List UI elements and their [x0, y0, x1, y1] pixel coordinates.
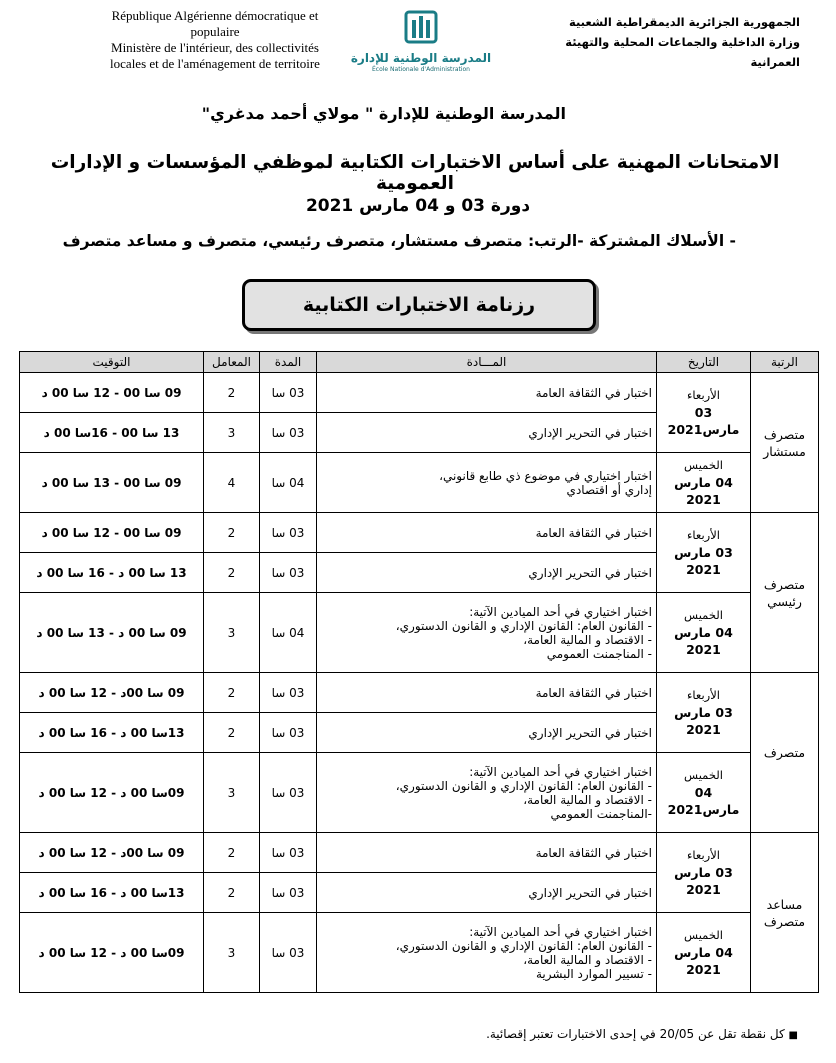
grade-cell: متصرف — [751, 673, 819, 833]
grade-cell: مساعد متصرف — [751, 833, 819, 993]
grade-cell: متصرف رئيسي — [751, 513, 819, 673]
logo-text: المدرسة الوطنية للإدارة — [350, 51, 492, 65]
time-cell: 13 سا 00 - 16سا 00 د — [20, 413, 204, 453]
subject-line: اختبار في الثقافة العامة — [535, 685, 652, 700]
coef-cell: 3 — [204, 753, 260, 833]
subject-cell — [317, 873, 657, 913]
footnote-text: كل نقطة تقل عن 20/05 في إحدى الاختبارات تعتبر إقصائية. — [486, 1027, 785, 1041]
subject-line: - تسيير الموارد البشرية — [536, 966, 652, 981]
day-name: الخميس — [684, 928, 723, 942]
exam-date: 04 مارس 2021 — [674, 625, 733, 657]
subject-line: - الاقتصاد و المالية العامة، — [523, 632, 652, 647]
day-name: الخميس — [684, 608, 723, 622]
day-name: الأربعاء — [687, 528, 720, 542]
day-name: الخميس — [684, 768, 723, 782]
time-cell: 13سا 00 د - 16 سا 00 د — [20, 873, 204, 913]
day-name: الأربعاء — [687, 688, 720, 702]
time-cell: 09 سا 00 - 12 سا 00 د — [20, 513, 204, 553]
header-french-line: locales et de l'aménagement de territoire — [110, 56, 320, 71]
coef-cell: 2 — [204, 513, 260, 553]
date-cell — [657, 673, 751, 753]
header-subject: المـــادة — [317, 352, 657, 373]
table-header-row — [20, 352, 819, 373]
session-dates: دورة 03 و 04 مارس 2021 — [305, 196, 531, 216]
subject-line: - المناجمنت العمومي — [546, 646, 652, 661]
exam-date: 03 مارس 2021 — [674, 705, 733, 737]
subject-line: اختبار في الثقافة العامة — [535, 845, 652, 860]
time-cell: 09 سا 00 - 12 سا 00 د — [20, 373, 204, 413]
subject-line: اختبار في الثقافة العامة — [535, 385, 652, 400]
header-french — [90, 8, 340, 72]
coef-cell: 2 — [204, 873, 260, 913]
subject-line: - الاقتصاد و المالية العامة، — [523, 792, 652, 807]
table-row — [20, 453, 819, 513]
subject-line: اختبار اختياري في أحد الميادين الآتية: — [469, 764, 652, 779]
duration-cell: 03 سا — [260, 373, 317, 413]
subject-line: - القانون العام: القانون الإداري و القانون الدستوري، — [395, 778, 652, 793]
date-cell — [657, 373, 751, 453]
exam-date: 03 مارس2021 — [667, 405, 740, 437]
exam-date: 04 مارس 2021 — [674, 475, 733, 507]
subject-cell — [317, 673, 657, 713]
calendar-title: رزنامة الاختبارات الكتابية — [302, 294, 536, 316]
coef-cell: 2 — [204, 713, 260, 753]
footnote — [486, 1027, 798, 1041]
date-cell — [657, 753, 751, 833]
subject-line: اختبار في التحرير الإداري — [528, 425, 652, 440]
coef-cell: 3 — [204, 913, 260, 993]
duration-cell: 03 سا — [260, 913, 317, 993]
header-coef: المعامل — [204, 352, 260, 373]
subject-line: - القانون العام: القانون الإداري و القانون الدستوري، — [395, 938, 652, 953]
table-row — [20, 753, 819, 833]
time-cell: 13 سا 00 د - 16 سا 00 د — [20, 553, 204, 593]
coef-cell: 2 — [204, 553, 260, 593]
coef-cell: 3 — [204, 593, 260, 673]
logo-caption: École Nationale d'Administration — [372, 66, 470, 73]
grade-cell: متصرف مستشار — [751, 373, 819, 513]
subject-line: اختبار اختياري في موضوع ذي طابع قانوني، — [439, 468, 652, 483]
duration-cell: 03 سا — [260, 713, 317, 753]
day-name: الأربعاء — [687, 848, 720, 862]
time-cell: 09سا 00 د - 12 سا 00 د — [20, 753, 204, 833]
header-arabic — [560, 12, 800, 72]
coef-cell: 3 — [204, 413, 260, 453]
subject-cell — [317, 713, 657, 753]
coef-cell: 2 — [204, 833, 260, 873]
table-row — [20, 833, 819, 873]
header-duration: المدة — [260, 352, 317, 373]
subject-line: اختبار اختياري في أحد الميادين الآتية: — [469, 604, 652, 619]
day-name: الخميس — [684, 458, 723, 472]
date-cell — [657, 913, 751, 993]
coef-cell: 2 — [204, 673, 260, 713]
exam-date: 03 مارس 2021 — [674, 545, 733, 577]
subject-line: إداري أو اقتصادي — [566, 482, 652, 497]
duration-cell: 03 سا — [260, 753, 317, 833]
duration-cell: 03 سا — [260, 673, 317, 713]
duration-cell: 03 سا — [260, 873, 317, 913]
subject-line: اختبار في التحرير الإداري — [528, 725, 652, 740]
subject-cell — [317, 833, 657, 873]
table-row — [20, 673, 819, 713]
exam-schedule-table — [19, 351, 819, 993]
date-cell — [657, 513, 751, 593]
exam-date: 04 مارس2021 — [667, 785, 740, 817]
duration-cell: 03 سا — [260, 413, 317, 453]
time-cell: 09 سا 00 د - 13 سا 00 د — [20, 593, 204, 673]
time-cell: 09 سا 00د - 12 سا 00 د — [20, 673, 204, 713]
header-french-line: populaire — [190, 24, 240, 39]
calendar-title-box — [242, 279, 596, 331]
header-grade: الرتبة — [751, 352, 819, 373]
header-french-line: République Algérienne démocratique et — [111, 8, 319, 23]
subject-cell — [317, 453, 657, 513]
date-cell — [657, 593, 751, 673]
duration-cell: 03 سا — [260, 553, 317, 593]
duration-cell: 03 سا — [260, 833, 317, 873]
subject-line: - القانون العام: القانون الإداري و القانون الدستوري، — [395, 618, 652, 633]
subject-cell — [317, 553, 657, 593]
subject-line: -المناجمنت العمومي — [550, 806, 652, 821]
main-title: الامتحانات المهنية على أساس الاختبارات الكتابية لموظفي المؤسسات و الإدارات العمومية — [50, 152, 780, 194]
subject-line: - الاقتصاد و المالية العامة، — [523, 952, 652, 967]
time-cell: 13سا 00 د - 16 سا 00 د — [20, 713, 204, 753]
subject-cell — [317, 373, 657, 413]
duration-cell: 04 سا — [260, 453, 317, 513]
coef-cell: 4 — [204, 453, 260, 513]
school-name: المدرسة الوطنية للإدارة " مولاي أحمد مدغري" — [201, 104, 566, 123]
exam-date: 03 مارس 2021 — [674, 865, 733, 897]
corps-grades: - الأسلاك المشتركة -الرتب: متصرف مستشار، متصرف رئيسي، متصرف و مساعد متصرف — [62, 232, 736, 250]
subject-line: اختبار في التحرير الإداري — [528, 885, 652, 900]
time-cell: 09 سا 00د - 12 سا 00 د — [20, 833, 204, 873]
subject-line: اختبار اختياري في أحد الميادين الآتية: — [469, 924, 652, 939]
day-name: الأربعاء — [687, 388, 720, 402]
table-row — [20, 593, 819, 673]
subject-cell — [317, 413, 657, 453]
header-arabic-line: وزارة الداخلية والجماعات المحلية والتهيئة — [565, 35, 800, 49]
header-french-line: Ministère de l'intérieur, des collectivités — [111, 40, 319, 55]
subject-cell — [317, 913, 657, 993]
exam-date: 04 مارس 2021 — [674, 945, 733, 977]
table-row — [20, 513, 819, 553]
subject-line: اختبار في الثقافة العامة — [535, 525, 652, 540]
date-cell — [657, 833, 751, 913]
table-row — [20, 913, 819, 993]
time-cell: 09 سا 00 - 13 سا 00 د — [20, 453, 204, 513]
subject-line: اختبار في التحرير الإداري — [528, 565, 652, 580]
duration-cell: 04 سا — [260, 593, 317, 673]
subject-cell — [317, 513, 657, 553]
table-row — [20, 373, 819, 413]
header-date: التاريخ — [657, 352, 751, 373]
time-cell: 09سا 00 د - 12 سا 00 د — [20, 913, 204, 993]
subject-cell — [317, 753, 657, 833]
header-arabic-line: الجمهورية الجزائرية الديمقراطية الشعبية — [568, 15, 800, 29]
header-arabic-line: العمرانية — [750, 55, 800, 69]
bullet-icon: ■ — [788, 1030, 798, 1041]
subject-cell — [317, 593, 657, 673]
duration-cell: 03 سا — [260, 513, 317, 553]
header-time: التوقيت — [20, 352, 204, 373]
date-cell — [657, 453, 751, 513]
coef-cell: 2 — [204, 373, 260, 413]
